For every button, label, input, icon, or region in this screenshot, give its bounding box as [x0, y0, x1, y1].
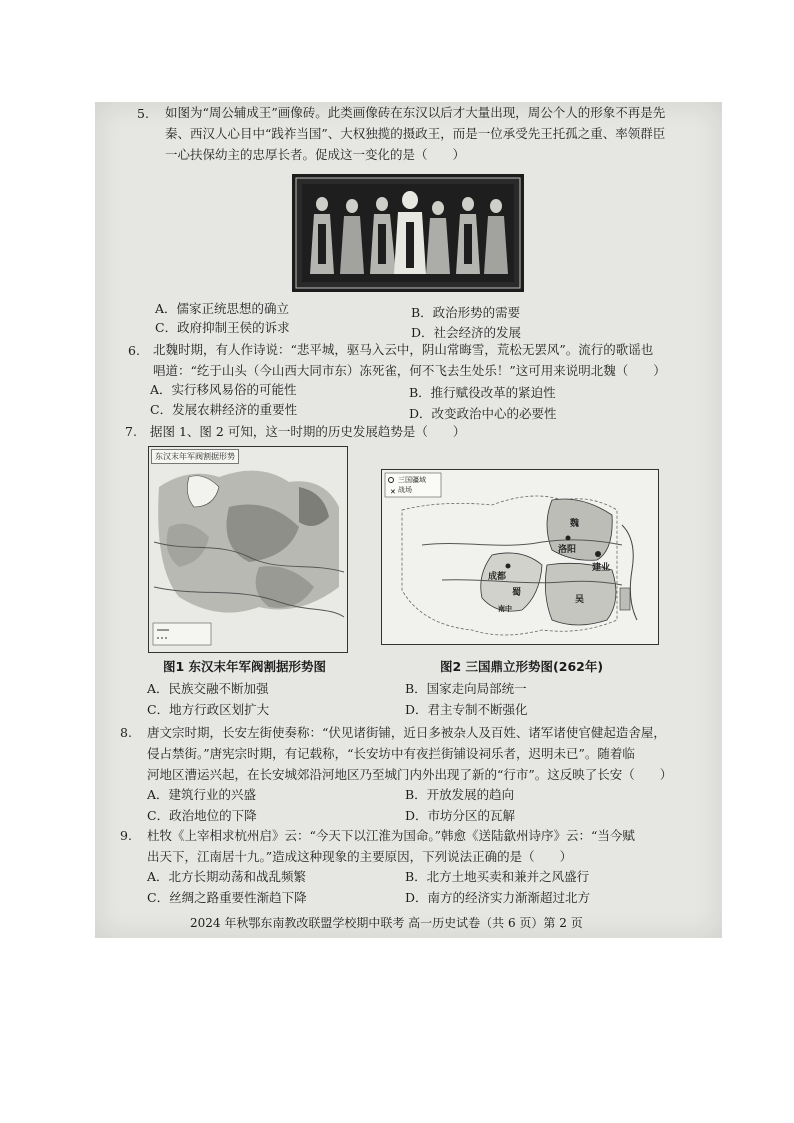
q6-option-b[interactable]: B．推行赋役改革的紧迫性	[409, 385, 556, 400]
svg-text:✕: ✕	[390, 488, 396, 496]
q7-option-c[interactable]: C．地方行政区划扩大	[147, 702, 270, 717]
q9-option-d[interactable]: D．南方的经济实力渐渐超过北方	[405, 890, 591, 905]
q8-line3: 河地区漕运兴起，在长安城郊沿河地区乃至城门内外出现了新的“行市”。这反映了长安（ ）	[147, 767, 673, 782]
q5-option-d[interactable]: D．社会经济的发展	[411, 325, 522, 340]
q7-option-d[interactable]: D．君主专制不断强化	[405, 702, 528, 717]
map2-legend-battlefield: 战场	[398, 486, 412, 494]
map2-label-luoyang: 洛阳	[558, 545, 577, 555]
q6-line1: 北魏时期，有人作诗说：“悲平城，驱马入云中，阴山常晦雪，荒松无罢风”。流行的歌谣也	[153, 342, 654, 357]
q8-option-b[interactable]: B．开放发展的趋向	[405, 787, 515, 802]
map2-label-shu: 蜀	[512, 588, 522, 598]
q7-number: 7.	[125, 424, 137, 439]
q9-line1: 杜牧《上宰相求杭州启》云：“今天下以江淮为国命。”韩愈《送陆歙州诗序》云：“当今赋	[147, 828, 635, 843]
map2-legend-territory: 三国疆域	[398, 476, 426, 484]
q9-option-a[interactable]: A．北方长期动荡和战乱频繁	[147, 869, 307, 884]
map2-label-wu: 吴	[575, 595, 585, 605]
q5-line1: 如图为“周公辅成王”画像砖。此类画像砖在东汉以后才大量出现，周公个人的形象不再是先	[165, 105, 666, 120]
q8-option-a[interactable]: A．建筑行业的兴盛	[147, 787, 257, 802]
map-east-han-warlords	[148, 446, 348, 653]
q8-option-d[interactable]: D．市坊分区的瓦解	[405, 808, 516, 823]
map2-label-jianye: 建业	[592, 563, 611, 573]
q5-line3: 一心扶保幼主的忠厚长者。促成这一变化的是（ ）	[165, 147, 466, 162]
q8-line1: 唐文宗时期，长安左街使奏称：“伏见诸街铺，近日多被杂人及百姓、诸军诸使官健起造舍屋，	[147, 725, 666, 740]
map2-label-nanzhong: 南中	[498, 605, 512, 613]
brick-rubbing-image	[292, 174, 524, 292]
exam-page	[95, 102, 722, 938]
map2-label-chengdu: 成都	[488, 572, 507, 582]
q6-option-a[interactable]: A．实行移风易俗的可能性	[150, 382, 297, 397]
q8-line2: 侵占禁街。”唐宪宗时期，有记载称，“长安坊中有夜拦街铺设祠乐者，迟明未已”。随着临	[147, 746, 635, 761]
q6-number: 6.	[128, 343, 140, 358]
map1-caption: 图1 东汉末年军阀割据形势图	[163, 659, 327, 674]
q9-option-c[interactable]: C．丝绸之路重要性渐趋下降	[147, 890, 307, 905]
q9-number: 9.	[120, 828, 132, 843]
q8-number: 8.	[120, 725, 132, 740]
q5-option-c[interactable]: C．政府抑制王侯的诉求	[155, 320, 290, 335]
q8-option-c[interactable]: C．政治地位的下降	[147, 808, 257, 823]
q7-option-b[interactable]: B．国家走向局部统一	[405, 681, 527, 696]
map2-caption: 图2 三国鼎立形势图(262年)	[440, 659, 604, 674]
q9-line2: 出天下，江南居十九。”造成这种现象的主要原因，下列说法正确的是（ ）	[147, 849, 573, 864]
q5-line2: 秦、西汉人心目中“践祚当国”、大权独揽的摄政王，而是一位承受先王托孤之重、率领群臣	[165, 126, 666, 141]
q6-option-d[interactable]: D．改变政治中心的必要性	[409, 406, 557, 421]
q9-option-b[interactable]: B．北方土地买卖和兼并之风盛行	[405, 869, 590, 884]
q5-number: 5.	[137, 106, 149, 121]
q5-option-a[interactable]: A．儒家正统思想的确立	[155, 301, 290, 316]
q6-option-c[interactable]: C．发展农耕经济的重要性	[150, 402, 298, 417]
q6-line2: 唱道：“纥于山头（今山西大同市东）冻死雀，何不飞去生处乐！”这可用来说明北魏（ ）	[153, 363, 666, 378]
q7-option-a[interactable]: A．民族交融不断加强	[147, 681, 269, 696]
map1-title: 东汉末年军阀割据形势	[151, 449, 239, 464]
q5-option-b[interactable]: B．政治形势的需要	[411, 305, 521, 320]
q7-line1: 据图 1、图 2 可知，这一时期的历史发展趋势是（ ）	[150, 424, 466, 439]
map-three-kingdoms	[381, 469, 659, 645]
page-footer: 2024 年秋鄂东南教改联盟学校期中联考 高一历史试卷（共 6 页）第 2 页	[190, 916, 583, 930]
map2-label-wei: 魏	[570, 519, 580, 529]
